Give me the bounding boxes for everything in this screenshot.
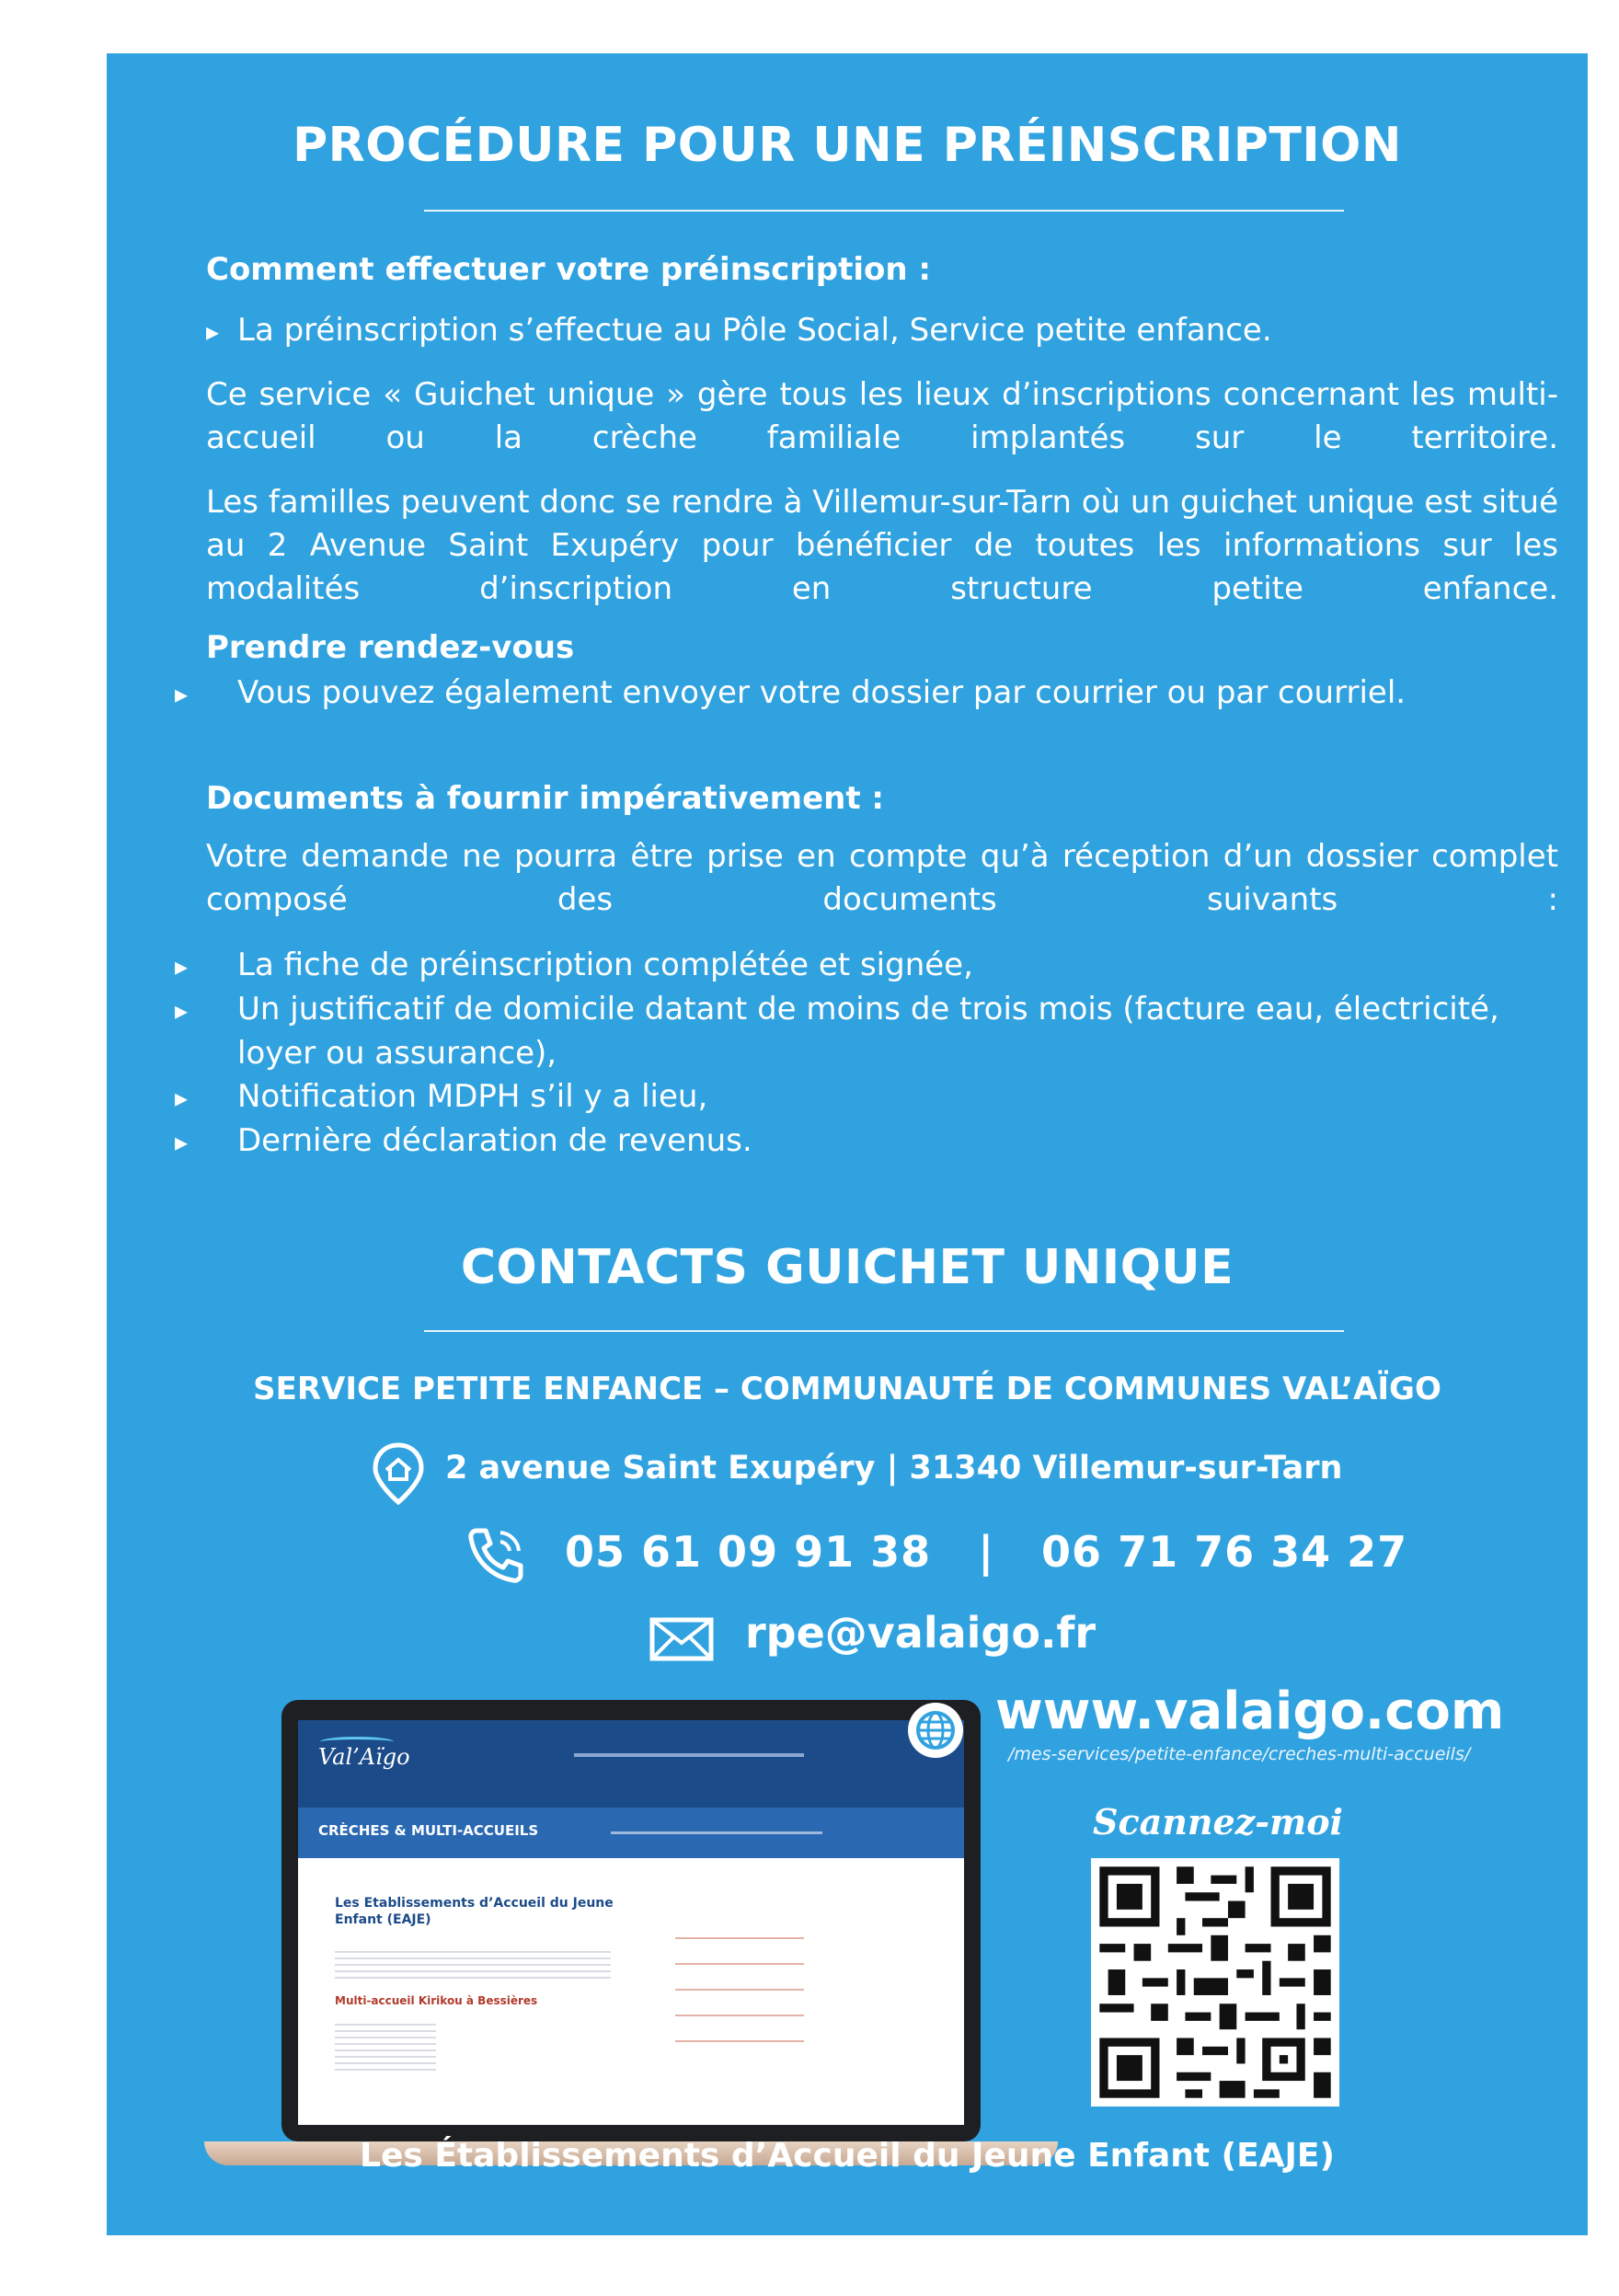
phone-separator: | [978,1527,994,1577]
how-heading: Comment effectuer votre préinscription : [206,251,931,288]
docs-heading: Documents à fournir impérativement : [206,780,885,817]
guichet-paragraph: Ce service « Guichet unique » gère tous les lieux d’inscriptions concernant les multi-accueil ou la crèche familiale implantés sur le territoire. [206,376,1558,456]
docs-item: ▸ Un justificatif de domicile datant de moins de trois mois (facture eau, électricité, loyer ou assurance), [206,988,1516,1075]
rdv-bullet: ▸ Vous pouvez également envoyer votre dossier par courrier ou par courriel. [206,672,1544,716]
laptop-screen [281,1700,981,2141]
phone-1[interactable]: 05 61 09 91 38 [565,1527,932,1577]
docs-list [206,944,1558,1164]
contacts-title: CONTACTS GUICHET UNIQUE [460,1240,1234,1295]
procedure-title: PROCÉDURE POUR UNE PRÉINSCRIPTION [293,118,1402,173]
website-link[interactable]: www.valaigo.com [995,1682,1505,1741]
phone-numbers [565,1527,1407,1577]
article-text [335,1946,611,1983]
docs-item: ▸ Notification MDPH s’il y a lieu, [206,1075,1558,1119]
scan-label: Scannez-moi [1093,1801,1343,1843]
site-header [298,1720,964,1808]
how-bullet: ▸ La préinscription s’effectue au Pôle Social, Service petite enfance. [206,309,1558,353]
title-divider [424,210,1344,212]
location-pin-icon [372,1442,425,1505]
families-paragraph: Les familles peuvent donc se rendre à Villemur-sur-Tarn où un guichet unique est situé au 2 Avenue Saint Exupéry pour bénéficier de toutes les informations sur les modalités d’inscription en structure petite enfance. [206,484,1558,607]
docs-paragraph: Votre demande ne pourra être prise en compte qu’à réception d’un dossier complet composé des documents suivants : [206,838,1558,918]
email-link[interactable]: rpe@valaigo.fr [745,1608,1097,1658]
site-sidebar [675,1913,804,2051]
flyer-panel [107,53,1588,2235]
contacts-divider [424,1330,1344,1332]
site-nav [574,1753,804,1757]
logo-wave-icon [320,1737,394,1747]
website-screenshot [298,1720,964,2125]
service-name: SERVICE PETITE ENFANCE – COMMUNAUTÉ DE COMMUNES VAL’AÏGO [253,1371,1441,1407]
article-address [335,2019,436,2074]
rdv-heading: Prendre rendez-vous [206,629,575,666]
qr-code[interactable] [1091,1858,1339,2107]
site-logo: Val’Aïgo [318,1744,410,1770]
band-title: CRÈCHES & MULTI-ACCUEILS [318,1822,539,1839]
phone-2[interactable]: 06 71 76 34 27 [1041,1527,1408,1577]
site-band [298,1808,964,1858]
phone-icon [465,1525,526,1586]
website-path: /mes-services/petite-enfance/creches-multi-accueils/ [1008,1744,1471,1764]
breadcrumb [611,1831,822,1834]
globe-icon [905,1700,966,1761]
address: 2 avenue Saint Exupéry | 31340 Villemur-sur-Tarn [445,1450,1343,1487]
article-title: Les Etablissements d’Accueil du Jeune Enfant (EAJE) [335,1896,614,1927]
docs-item: ▸ Dernière déclaration de revenus. [206,1119,1558,1164]
docs-item: ▸ La fiche de préinscription complétée et signée, [206,944,1558,988]
article-subtitle: Multi-accueil Kirikou à Bessières [335,1994,538,2007]
footer-caption: Les Établissements d’Accueil du Jeune Enfant (EAJE) [360,2137,1335,2175]
mail-icon [649,1617,714,1661]
